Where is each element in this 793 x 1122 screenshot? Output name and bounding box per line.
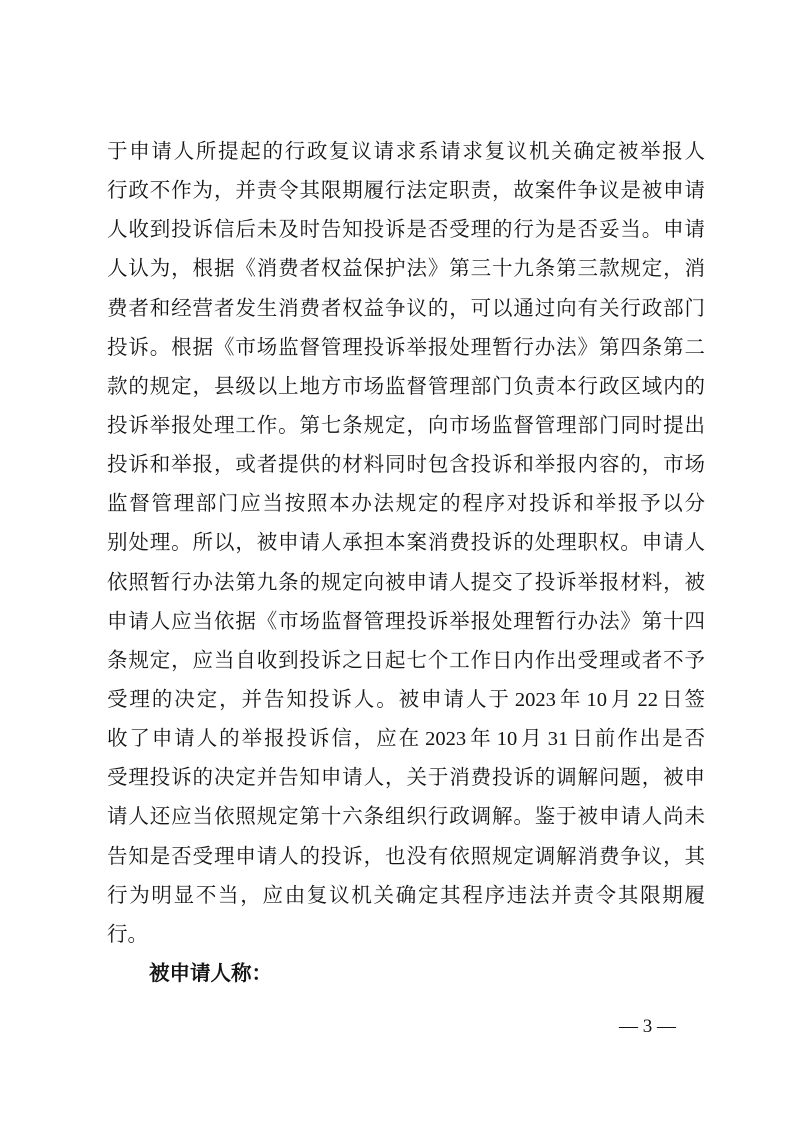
body-text-line: 受理投诉的决定并告知申请人，关于消费投诉的调解问题，被申 — [107, 767, 705, 790]
body-text-line: 人认为，根据《消费者权益保护法》第三十九条第三款规定，消 — [107, 258, 705, 281]
body-text-line: 人收到投诉信后未及时告知投诉是否受理的行为是否妥当。申请 — [107, 219, 705, 242]
body-text-line: 条规定，应当自收到投诉之日起七个工作日内作出受理或者不予 — [107, 649, 705, 672]
body-text-line: 投诉举报处理工作。第七条规定，向市场监督管理部门同时提出 — [107, 414, 705, 437]
section-heading: 被申请人称： — [149, 962, 272, 985]
body-text-line: 告知是否受理申请人的投诉，也没有依照规定调解消费争议，其 — [107, 845, 705, 868]
body-text-line: 别处理。所以，被申请人承担本案消费投诉的处理职权。申请人 — [107, 532, 705, 555]
body-text-line: 监督管理部门应当按照本办法规定的程序对投诉和举报予以分 — [107, 493, 705, 516]
body-text-line: 收了申请人的举报投诉信，应在 2023 年 10 月 31 日前作出是否 — [107, 728, 705, 751]
body-text-line: 于申请人所提起的行政复议请求系请求复议机关确定被举报人 — [107, 141, 705, 163]
body-text-line: 行政不作为，并责令其限期履行法定职责，故案件争议是被申请 — [107, 180, 705, 203]
page-number: — 3 — — [619, 1016, 676, 1037]
body-text-line: 投诉。根据《市场监督管理投诉举报处理暂行办法》第四条第二 — [107, 336, 705, 359]
body-text-line: 款的规定，县级以上地方市场监督管理部门负责本行政区域内的 — [107, 375, 705, 398]
body-text-line: 请人还应当依照规定第十六条组织行政调解。鉴于被申请人尚未 — [107, 806, 705, 829]
body-text-line: 费者和经营者发生消费者权益争议的，可以通过向有关行政部门 — [107, 297, 705, 320]
body-text-line: 行。 — [107, 923, 148, 946]
body-text-line: 受理的决定，并告知投诉人。被申请人于 2023 年 10 月 22 日签 — [107, 688, 705, 711]
body-text-line: 行为明显不当，应由复议机关确定其程序违法并责令其限期履 — [107, 884, 705, 907]
document-body — [107, 133, 705, 994]
body-text-line: 申请人应当依据《市场监督管理投诉举报处理暂行办法》第十四 — [107, 610, 705, 633]
body-text-line: 依照暂行办法第九条的规定向被申请人提交了投诉举报材料，被 — [107, 571, 705, 594]
body-text-line: 投诉和举报，或者提供的材料同时包含投诉和举报内容的，市场 — [107, 454, 705, 477]
